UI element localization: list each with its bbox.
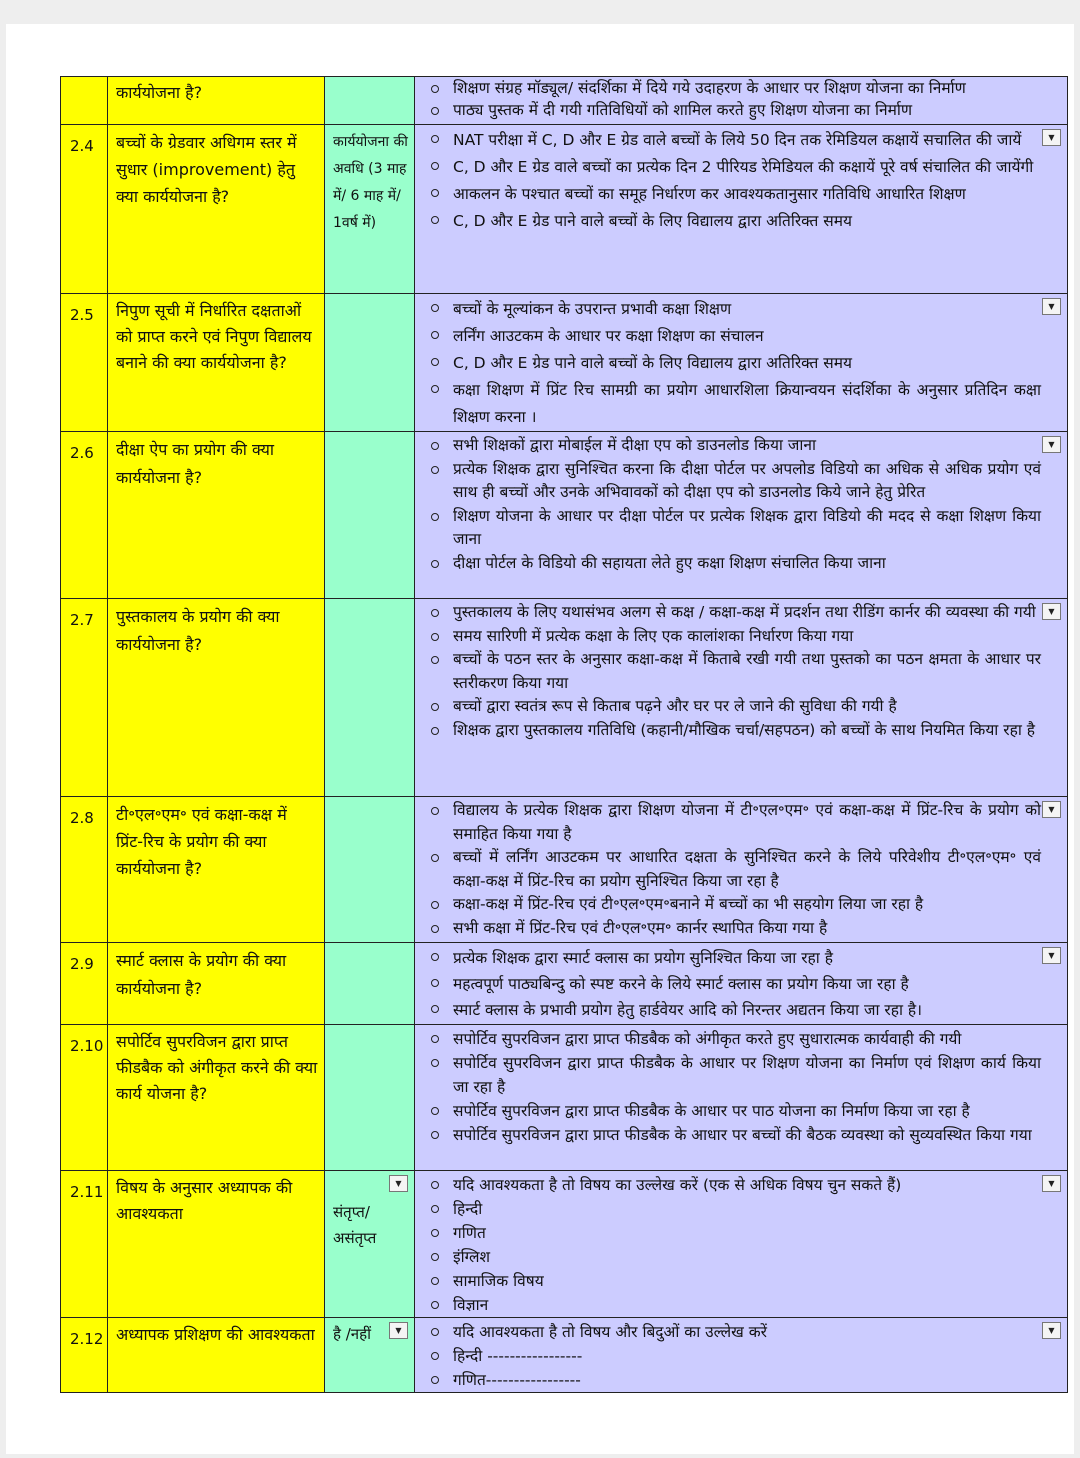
option-item: आकलन के पश्चात बच्चों का समूह निर्धारण कर आवश्यकतानुसार गतिविधि आधारित शिक्षण (429, 181, 1041, 208)
row-number: 2.6 (61, 432, 108, 599)
option-item: C, D और E ग्रेड वाले बच्चों का प्रत्येक दिन 2 पीरियड रेमिडियल की कक्षायें पूरे वर्ष संचालित की जायेंगी (429, 154, 1041, 181)
row-options (415, 294, 1068, 432)
plan-duration-label: कार्ययोजना की अवधि (3 माह में/ 6 माह में/ 1वर्ष में) (333, 134, 408, 231)
row-options (415, 77, 1068, 125)
dropdown-arrow-icon[interactable]: ▼ (1042, 129, 1061, 146)
option-item: बच्चों के मूल्यांकन के उपरान्त प्रभावी कक्षा शिक्षण (429, 296, 1041, 323)
dropdown-arrow-icon[interactable]: ▼ (389, 1175, 408, 1192)
row-mid-cell (325, 294, 415, 432)
row-options (415, 1318, 1068, 1393)
option-item: बच्चों में लर्निंग आउटकम पर आधारित दक्षता के सुनिश्चित करने के लिये परिवेशीय टी॰एल॰एम॰ एवं कक्षा-कक्ष में प्रिंट-रिच का प्रयोग सुनिश्चित किया जा रहा है (429, 846, 1041, 893)
dropdown-arrow-icon[interactable]: ▼ (1042, 298, 1061, 315)
row-mid-cell (325, 797, 415, 943)
row-options (415, 599, 1068, 797)
row-question: विषय के अनुसार अध्यापक की आवश्यकता (108, 1171, 325, 1318)
dropdown-arrow-icon[interactable]: ▼ (1042, 603, 1061, 620)
row-options (415, 432, 1068, 599)
table-row (61, 1025, 1068, 1171)
row-question: टी॰एल॰एम॰ एवं कक्षा-कक्ष में प्रिंट-रिच के प्रयोग की क्या कार्ययोजना है? (108, 797, 325, 943)
option-item: गणित (429, 1221, 1041, 1245)
row-question: निपुण सूची में निर्धारित दक्षताओं को प्राप्त करने एवं निपुण विद्यालय बनाने की क्या कार्ययोजना है? (108, 294, 325, 432)
option-item: विद्यालय के प्रत्येक शिक्षक द्वारा शिक्षण योजना में टी॰एल॰एम॰ एवं कक्षा-कक्ष में प्रिंट-रिच के प्रयोग को समाहित किया गया है (429, 799, 1041, 846)
option-item: पाठ्य पुस्तक में दी गयी गतिविधियों को शामिल करते हुए शिक्षण योजना का निर्माण (429, 99, 1041, 121)
option-item: बच्चों के पठन स्तर के अनुसार कक्षा-कक्ष में किताबे रखी गयी तथा पुस्तको का पठन क्षमता के आधार पर स्तरीकरण किया गया (429, 648, 1041, 695)
option-item: कक्षा-कक्ष में प्रिंट-रिच एवं टी॰एल॰एम॰बनाने में बच्चों का भी सहयोग लिया जा रहा है (429, 893, 1041, 917)
document-page (6, 24, 1074, 1454)
row-mid-cell (325, 432, 415, 599)
option-item: हिन्दी (429, 1197, 1041, 1221)
option-item: सामाजिक विषय (429, 1269, 1041, 1293)
option-item: सपोर्टिव सुपरविजन द्वारा प्राप्त फीडबैक के आधार पर शिक्षण योजना का निर्माण एवं शिक्षण कार्य किया जा रहा है (429, 1051, 1041, 1099)
option-item: सपोर्टिव सुपरविजन द्वारा प्राप्त फीडबैक के आधार पर बच्चों की बैठक व्यवस्था को सुव्यवस्थित किया गया (429, 1123, 1041, 1147)
dropdown-arrow-icon[interactable]: ▼ (1042, 1175, 1061, 1192)
row-question: सपोर्टिव सुपरविजन द्वारा प्राप्त फीडबैक को अंगीकृत करने की क्या कार्य योजना है? (108, 1025, 325, 1171)
dropdown-arrow-icon[interactable]: ▼ (1042, 1322, 1061, 1339)
option-item: यदि आवश्यकता है तो विषय का उल्लेख करें (एक से अधिक विषय चुन सकते हैं) (429, 1173, 1041, 1197)
row-question: दीक्षा ऐप का प्रयोग की क्या कार्ययोजना है? (108, 432, 325, 599)
row-number (61, 77, 108, 125)
option-item: गणित----------------- (429, 1368, 1041, 1392)
row-number: 2.10 (61, 1025, 108, 1171)
row-mid-cell (325, 599, 415, 797)
table-row (61, 1318, 1068, 1393)
table-row (61, 599, 1068, 797)
option-item: समय सारिणी में प्रत्येक कक्षा के लिए एक कालांशका निर्धारण किया गया (429, 625, 1041, 649)
option-item: पुस्तकालय के लिए यथासंभव अलग से कक्ष / कक्षा-कक्ष में प्रदर्शन तथा रीडिंग कार्नर की व्यवस्था की गयी (429, 601, 1041, 625)
row-mid-cell (325, 1171, 415, 1318)
table-row (61, 432, 1068, 599)
option-item: इंग्लिश (429, 1245, 1041, 1269)
row-number: 2.12 (61, 1318, 108, 1393)
row-question: स्मार्ट क्लास के प्रयोग की क्या कार्ययोजना है? (108, 943, 325, 1025)
table-row (61, 294, 1068, 432)
option-item: सपोर्टिव सुपरविजन द्वारा प्राप्त फीडबैक को अंगीकृत करते हुए सुधारात्मक कार्यवाही की गयी (429, 1027, 1041, 1051)
option-item: सभी शिक्षकों द्वारा मोबाईल में दीक्षा एप को डाउनलोड किया जाना (429, 434, 1041, 458)
table-row (61, 943, 1068, 1025)
row-number: 2.5 (61, 294, 108, 432)
row-question: कार्ययोजना है? (108, 77, 325, 125)
option-item: विज्ञान (429, 1293, 1041, 1317)
row-mid-cell (325, 943, 415, 1025)
option-item: महत्वपूर्ण पाठ्यबिन्दु को स्पष्ट करने के लिये स्मार्ट क्लास का प्रयोग किया जा रहा है (429, 971, 1041, 997)
row-number: 2.4 (61, 125, 108, 294)
option-item: प्रत्येक शिक्षक द्वारा स्मार्ट क्लास का प्रयोग सुनिश्चित किया जा रहा है (429, 945, 1041, 971)
option-item: शिक्षण योजना के आधार पर दीक्षा पोर्टल पर प्रत्येक शिक्षक द्वारा विडियो की मदद से कक्षा शिक्षण किया जाना (429, 505, 1041, 552)
row-options (415, 1025, 1068, 1171)
table-row (61, 125, 1068, 294)
saturation-status-select[interactable]: संतृप्त/ असंतृप्त (333, 1203, 377, 1247)
option-item: यदि आवश्यकता है तो विषय और बिदुओं का उल्लेख करें (429, 1320, 1041, 1344)
option-item: शिक्षण संग्रह मॉड्यूल/ संदर्शिका में दिये गये उदाहरण के आधार पर शिक्षण योजना का निर्माण (429, 77, 1041, 99)
option-item: शिक्षक द्वारा पुस्तकालय गतिविधि (कहानी/मौखिक चर्चा/सहपठन) को बच्चों के साथ नियमित किया रहा है (429, 719, 1041, 743)
option-item: C, D और E ग्रेड पाने वाले बच्चों के लिए विद्यालय द्वारा अतिरिक्त समय (429, 208, 1041, 235)
row-options (415, 1171, 1068, 1318)
option-item: हिन्दी ----------------- (429, 1344, 1041, 1368)
option-item: प्रत्येक शिक्षक द्वारा सुनिश्चित करना कि दीक्षा पोर्टल पर अपलोड विडियो का अधिक से अधिक प्रयोग एवं साथ ही बच्चों और उनके अभिवावकों को दीक्षा एप को डाउनलोड किये जाने हेतु प्रेरित (429, 458, 1041, 505)
table-row (61, 797, 1068, 943)
dropdown-arrow-icon[interactable]: ▼ (1042, 947, 1061, 964)
row-options (415, 943, 1068, 1025)
row-mid-cell (325, 1025, 415, 1171)
dropdown-arrow-icon[interactable]: ▼ (1042, 801, 1061, 818)
option-item: सभी कक्षा में प्रिंट-रिच एवं टी॰एल॰एम॰ कार्नर स्थापित किया गया है (429, 917, 1041, 941)
action-plan-table (60, 76, 1068, 1393)
row-question: पुस्तकालय के प्रयोग की क्या कार्ययोजना है? (108, 599, 325, 797)
dropdown-arrow-icon[interactable]: ▼ (1042, 436, 1061, 453)
row-mid-cell (325, 77, 415, 125)
option-item: दीक्षा पोर्टल के विडियो की सहायता लेते हुए कक्षा शिक्षण संचालित किया जाना (429, 552, 1041, 576)
row-question: अध्यापक प्रशिक्षण की आवश्यकता (108, 1318, 325, 1393)
option-item: NAT परीक्षा में C, D और E ग्रेड वाले बच्चों के लिये 50 दिन तक रेमिडियल कक्षायें सचालित की जायें (429, 127, 1041, 154)
row-number: 2.7 (61, 599, 108, 797)
row-number: 2.11 (61, 1171, 108, 1318)
row-options (415, 125, 1068, 294)
option-item: सपोर्टिव सुपरविजन द्वारा प्राप्त फीडबैक के आधार पर पाठ योजना का निर्माण किया जा रहा है (429, 1099, 1041, 1123)
row-options (415, 797, 1068, 943)
dropdown-arrow-icon[interactable]: ▼ (389, 1322, 408, 1339)
table-row (61, 1171, 1068, 1318)
row-question: बच्चों के ग्रेडवार अधिगम स्तर में सुधार (improvement) हेतु क्या कार्ययोजना है? (108, 125, 325, 294)
table-row (61, 77, 1068, 125)
row-number: 2.9 (61, 943, 108, 1025)
option-item: लर्निंग आउटकम के आधार पर कक्षा शिक्षण का संचालन (429, 323, 1041, 350)
option-item: कक्षा शिक्षण में प्रिंट रिच सामग्री का प्रयोग आधारशिला क्रियान्वयन संदर्शिका के अनुसार प्रतिदिन कक्षा शिक्षण करना । (429, 377, 1041, 431)
option-item: C, D और E ग्रेड पाने वाले बच्चों के लिए विद्यालय द्वारा अतिरिक्त समय (429, 350, 1041, 377)
option-item: स्मार्ट क्लास के प्रभावी प्रयोग हेतु हार्डवेयर आदि को निरन्तर अद्यतन किया जा रहा है। (429, 997, 1041, 1023)
row-number: 2.8 (61, 797, 108, 943)
row-mid-cell (325, 125, 415, 294)
row-mid-cell (325, 1318, 415, 1393)
option-item: बच्चों द्वारा स्वतंत्र रूप से किताब पढ़ने और घर पर ले जाने की सुविधा की गयी है (429, 695, 1041, 719)
yes-no-select[interactable]: है /नहीं (333, 1325, 371, 1343)
